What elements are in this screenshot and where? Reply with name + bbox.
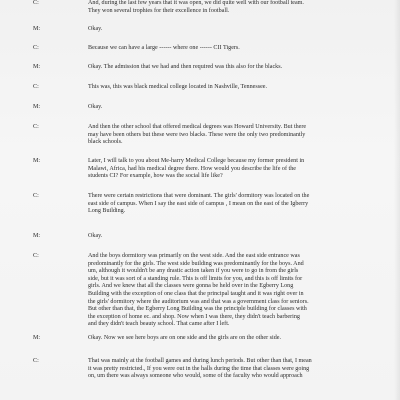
page-edge-shadow (394, 0, 400, 400)
text-line: predominantly for the girls. The west side building was predominantly for the boys. And (88, 260, 304, 267)
text-line: the exception of home ec. and shop. Now when I was there, they didn't teach barbering (88, 313, 300, 320)
speaker-label: M: (33, 335, 41, 341)
entry-text (88, 358, 388, 381)
entry-text (88, 158, 388, 181)
text-line: Building with the exception of one class that the principal taught and it was right over in (88, 290, 304, 297)
text-line: And, during the last few years that it was open, we did quite well with our football team. (88, 0, 304, 6)
text-line: But other than that, the Egberry Long Building was the principle building for classes with (88, 306, 307, 313)
speaker-label: C: (33, 124, 39, 130)
speaker-label: C: (33, 253, 39, 259)
text-line: the girls' dormitory where the auditorium was and that was a government class for seniors. (88, 298, 309, 305)
text-line: Okay. (88, 233, 103, 239)
entry-text (88, 104, 388, 112)
text-line: it was pretty restricted., If you were out in the halls during the time that classes were going (88, 365, 310, 372)
entry-text (88, 45, 388, 53)
entry-text (88, 26, 388, 34)
speaker-label: C: (33, 193, 39, 199)
text-line: And then the other school that offered medical degrees was Howard University. But there (88, 124, 307, 130)
text-line: That was mainly at the football games and during lunch periods. But other than that, I mean (88, 358, 312, 364)
speaker-label: C: (33, 0, 39, 6)
entry-text (88, 64, 388, 72)
entry-text (88, 0, 388, 15)
speaker-label: C: (33, 84, 39, 90)
text-line: Because we can have a large ------ where one ------ CII Tigers. (88, 45, 240, 51)
text-line: girls. And we knew that all the classes were gonna be held over in the Egberry Long (88, 283, 294, 290)
text-line: Okay. Now we see here boys are on one side and the girls are on the other side. (88, 335, 282, 341)
text-line: students CI? For example, how was the social life like? (88, 173, 223, 180)
text-line: side, but it was sort of a standing rule. This is off limits for you, and this is off limits for (88, 275, 303, 282)
text-line: Malawi, Africa, had his medical degree there. How would you describe the life of the (88, 165, 296, 172)
speaker-label: M: (33, 104, 41, 110)
text-line: Later, I will talk to you about Me-harry Medical College because my former president in (88, 158, 305, 164)
text-line: on, um there was always someone who would, some of the faculty who would approach (88, 373, 303, 380)
text-line: um, although it wouldn't be any drastic action taken if you were to go in from the girls (88, 268, 299, 275)
speaker-label: M: (33, 64, 41, 70)
speaker-label: M: (33, 158, 41, 164)
entry-text (88, 233, 388, 241)
text-line: There were certain restrictions that were dominant. The girls' dormitory was located on the (88, 193, 310, 199)
text-line: black schools. (88, 139, 123, 146)
text-line: This was, this was black medical college located in Nashville, Tennessee. (88, 84, 268, 90)
text-line: Okay. The admission that we had and then required was this also for the blacks. (88, 64, 283, 70)
text-line: may have been others but these were two blacks. These were the only two predominantly (88, 131, 306, 138)
speaker-label: M: (33, 26, 41, 32)
text-line: And the boys dormitory was primarily on the west side. And the east side entrance was (88, 253, 300, 259)
text-line: and they didn't teach beauty school. That came after I left. (88, 321, 230, 328)
speaker-label: C: (33, 45, 39, 51)
entry-text (88, 84, 388, 92)
entry-text (88, 253, 388, 329)
speaker-label: M: (33, 233, 41, 239)
text-line: Okay. (88, 104, 103, 110)
speaker-label: C: (33, 358, 39, 364)
text-line: They won several trophies for their excellence in football. (88, 7, 230, 14)
text-line: east side of campus. When I say the east side of campus , I mean on the east of the Igberry (88, 200, 309, 207)
text-line: Long Building. (88, 208, 126, 215)
entry-text (88, 193, 388, 216)
entry-text (88, 335, 388, 343)
entry-text (88, 124, 388, 147)
text-line: Okay. (88, 26, 103, 32)
